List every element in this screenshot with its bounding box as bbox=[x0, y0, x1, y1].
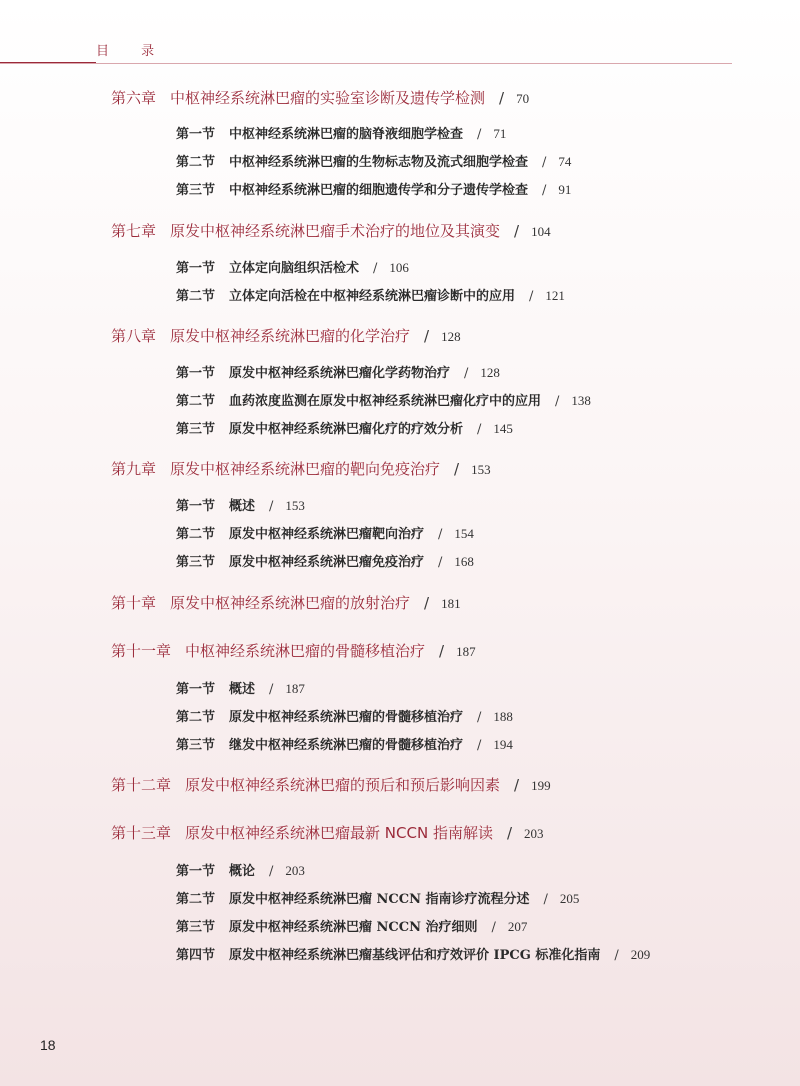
toc-section-entry[interactable] bbox=[176, 495, 305, 514]
page-separator: / bbox=[439, 642, 445, 660]
toc-chapter-entry[interactable] bbox=[111, 87, 529, 108]
header-divider bbox=[0, 63, 732, 64]
section-page-number: 145 bbox=[493, 421, 513, 436]
toc-chapter-entry[interactable] bbox=[111, 458, 491, 479]
toc-section-entry[interactable] bbox=[176, 523, 474, 542]
page-separator: / bbox=[477, 422, 482, 437]
toc-section-entry[interactable] bbox=[176, 860, 305, 879]
section-number: 第二节 bbox=[176, 527, 216, 542]
section-title: 原发中枢神经系统淋巴瘤免疫治疗 bbox=[229, 555, 425, 570]
page-separator: / bbox=[269, 682, 274, 697]
page-separator: / bbox=[614, 948, 619, 963]
toc-section-entry[interactable] bbox=[176, 362, 500, 381]
section-number: 第二节 bbox=[176, 710, 216, 725]
section-title: 立体定向脑组织活检术 bbox=[229, 261, 360, 276]
toc-section-entry[interactable] bbox=[176, 888, 579, 907]
section-number: 第三节 bbox=[176, 422, 216, 437]
section-number: 第四节 bbox=[176, 948, 216, 963]
section-title: 血药浓度监测在原发中枢神经系统淋巴瘤化疗中的应用 bbox=[229, 394, 542, 409]
page-separator: / bbox=[477, 127, 482, 142]
chapter-number: 第九章 bbox=[111, 460, 157, 478]
section-number: 第一节 bbox=[176, 261, 216, 276]
chapter-page-number: 128 bbox=[441, 329, 461, 344]
section-title: 立体定向活检在中枢神经系统淋巴瘤诊断中的应用 bbox=[229, 289, 516, 304]
page-separator: / bbox=[542, 183, 547, 198]
page-separator: / bbox=[477, 710, 482, 725]
toc-section-entry[interactable] bbox=[176, 944, 650, 963]
toc-section-entry[interactable] bbox=[176, 123, 506, 142]
section-page-number: 106 bbox=[389, 260, 409, 275]
page-separator: / bbox=[491, 920, 496, 935]
chapter-page-number: 199 bbox=[531, 778, 551, 793]
chapter-page-number: 181 bbox=[441, 596, 461, 611]
chapter-title: 原发中枢神经系统淋巴瘤的预后和预后影响因素 bbox=[185, 776, 501, 794]
page-number: 18 bbox=[40, 1037, 56, 1053]
section-number: 第三节 bbox=[176, 555, 216, 570]
section-number: 第一节 bbox=[176, 366, 216, 381]
section-page-number: 205 bbox=[559, 891, 580, 906]
chapter-title: 原发中枢神经系统淋巴瘤的放射治疗 bbox=[170, 594, 411, 612]
chapter-title: 原发中枢神经系统淋巴瘤最新 NCCN 指南解读 bbox=[185, 824, 493, 842]
toc-chapter-entry[interactable] bbox=[111, 220, 551, 241]
section-page-number: 91 bbox=[558, 182, 572, 197]
section-page-number: 71 bbox=[493, 126, 507, 141]
page-separator: / bbox=[514, 776, 520, 794]
section-number: 第三节 bbox=[176, 183, 216, 198]
section-page-number: 203 bbox=[285, 863, 305, 878]
section-page-number: 138 bbox=[571, 393, 591, 408]
section-title: 原发中枢神经系统淋巴瘤的骨髓移植治疗 bbox=[229, 710, 464, 725]
section-number: 第三节 bbox=[176, 738, 216, 753]
section-page-number: 187 bbox=[285, 681, 305, 696]
page-separator: / bbox=[454, 460, 460, 478]
section-title: 原发中枢神经系统淋巴瘤化学药物治疗 bbox=[229, 366, 451, 381]
section-page-number: 194 bbox=[493, 737, 513, 752]
page-separator: / bbox=[477, 738, 482, 753]
toc-chapter-entry[interactable] bbox=[111, 325, 461, 346]
chapter-page-number: 70 bbox=[516, 91, 530, 106]
chapter-number: 第十一章 bbox=[111, 642, 172, 660]
chapter-number: 第六章 bbox=[111, 89, 157, 107]
page-header bbox=[0, 0, 800, 70]
page-separator: / bbox=[543, 892, 548, 907]
section-number: 第一节 bbox=[176, 127, 216, 142]
toc-section-entry[interactable] bbox=[176, 151, 571, 170]
section-title: 概述 bbox=[229, 499, 256, 514]
toc-section-entry[interactable] bbox=[176, 734, 513, 753]
chapter-page-number: 153 bbox=[471, 462, 491, 477]
page-separator: / bbox=[542, 155, 547, 170]
section-page-number: 168 bbox=[454, 554, 474, 569]
page-separator: / bbox=[438, 527, 443, 542]
toc-section-entry[interactable] bbox=[176, 257, 409, 276]
page-separator: / bbox=[555, 394, 560, 409]
section-title: 原发中枢神经系统淋巴瘤 NCCN 指南诊疗流程分述 bbox=[229, 892, 530, 907]
chapter-title: 中枢神经系统淋巴瘤的骨髓移植治疗 bbox=[185, 642, 426, 660]
page-separator: / bbox=[506, 824, 513, 842]
section-title: 概述 bbox=[229, 682, 256, 697]
chapter-page-number: 203 bbox=[524, 826, 544, 841]
section-title: 原发中枢神经系统淋巴瘤 NCCN 治疗细则 bbox=[229, 920, 478, 935]
page-separator: / bbox=[464, 366, 469, 381]
section-title: 原发中枢神经系统淋巴瘤靶向治疗 bbox=[229, 527, 425, 542]
section-title: 中枢神经系统淋巴瘤的细胞遗传学和分子遗传学检查 bbox=[229, 183, 529, 198]
section-title: 概论 bbox=[229, 864, 256, 879]
section-title: 继发中枢神经系统淋巴瘤的骨髓移植治疗 bbox=[229, 738, 464, 753]
section-title: 原发中枢神经系统淋巴瘤基线评估和疗效评价 IPCG 标准化指南 bbox=[229, 948, 601, 963]
chapter-page-number: 187 bbox=[456, 644, 476, 659]
page-separator: / bbox=[514, 222, 520, 240]
toc-chapter-entry[interactable] bbox=[111, 822, 544, 843]
section-page-number: 74 bbox=[558, 154, 572, 169]
section-title: 中枢神经系统淋巴瘤的生物标志物及流式细胞学检查 bbox=[229, 155, 529, 170]
section-page-number: 154 bbox=[454, 526, 474, 541]
page-separator: / bbox=[438, 555, 443, 570]
section-page-number: 128 bbox=[480, 365, 500, 380]
section-page-number: 188 bbox=[493, 709, 513, 724]
section-number: 第三节 bbox=[176, 920, 216, 935]
toc-section-entry[interactable] bbox=[176, 706, 513, 725]
chapter-title: 原发中枢神经系统淋巴瘤的靶向免疫治疗 bbox=[170, 460, 441, 478]
section-page-number: 153 bbox=[285, 498, 305, 513]
toc-section-entry[interactable] bbox=[176, 678, 305, 697]
section-title: 原发中枢神经系统淋巴瘤化疗的疗效分析 bbox=[229, 422, 464, 437]
page-separator: / bbox=[269, 864, 274, 879]
chapter-title: 中枢神经系统淋巴瘤的实验室诊断及遗传学检测 bbox=[170, 89, 486, 107]
toc-section-entry[interactable] bbox=[176, 551, 474, 570]
chapter-number: 第十三章 bbox=[111, 824, 172, 842]
toc-chapter-entry[interactable] bbox=[111, 774, 551, 795]
toc-chapter-entry[interactable] bbox=[111, 640, 476, 661]
toc-section-entry[interactable] bbox=[176, 418, 513, 437]
page-separator: / bbox=[373, 261, 378, 276]
section-number: 第二节 bbox=[176, 892, 216, 907]
section-number: 第二节 bbox=[176, 289, 216, 304]
chapter-title: 原发中枢神经系统淋巴瘤手术治疗的地位及其演变 bbox=[170, 222, 501, 240]
toc-section-entry[interactable] bbox=[176, 916, 527, 935]
header-title: 目 录 bbox=[96, 44, 169, 59]
page-separator: / bbox=[424, 594, 430, 612]
section-number: 第一节 bbox=[176, 864, 216, 879]
chapter-title: 原发中枢神经系统淋巴瘤的化学治疗 bbox=[170, 327, 411, 345]
page-separator: / bbox=[269, 499, 274, 514]
section-number: 第二节 bbox=[176, 155, 216, 170]
section-page-number: 209 bbox=[630, 947, 651, 962]
chapter-number: 第七章 bbox=[111, 222, 157, 240]
section-title: 中枢神经系统淋巴瘤的脑脊液细胞学检查 bbox=[229, 127, 464, 142]
section-page-number: 207 bbox=[507, 919, 528, 934]
chapter-number: 第十章 bbox=[111, 594, 157, 612]
page-separator: / bbox=[424, 327, 430, 345]
page-separator: / bbox=[529, 289, 534, 304]
toc-section-entry[interactable] bbox=[176, 390, 591, 409]
chapter-page-number: 104 bbox=[531, 224, 551, 239]
section-number: 第一节 bbox=[176, 499, 216, 514]
toc-section-entry[interactable] bbox=[176, 285, 565, 304]
section-number: 第二节 bbox=[176, 394, 216, 409]
page-separator: / bbox=[499, 89, 505, 107]
toc-section-entry[interactable] bbox=[176, 179, 571, 198]
section-number: 第一节 bbox=[176, 682, 216, 697]
section-page-number: 121 bbox=[545, 288, 565, 303]
chapter-number: 第十二章 bbox=[111, 776, 172, 794]
chapter-number: 第八章 bbox=[111, 327, 157, 345]
toc-chapter-entry[interactable] bbox=[111, 592, 461, 613]
